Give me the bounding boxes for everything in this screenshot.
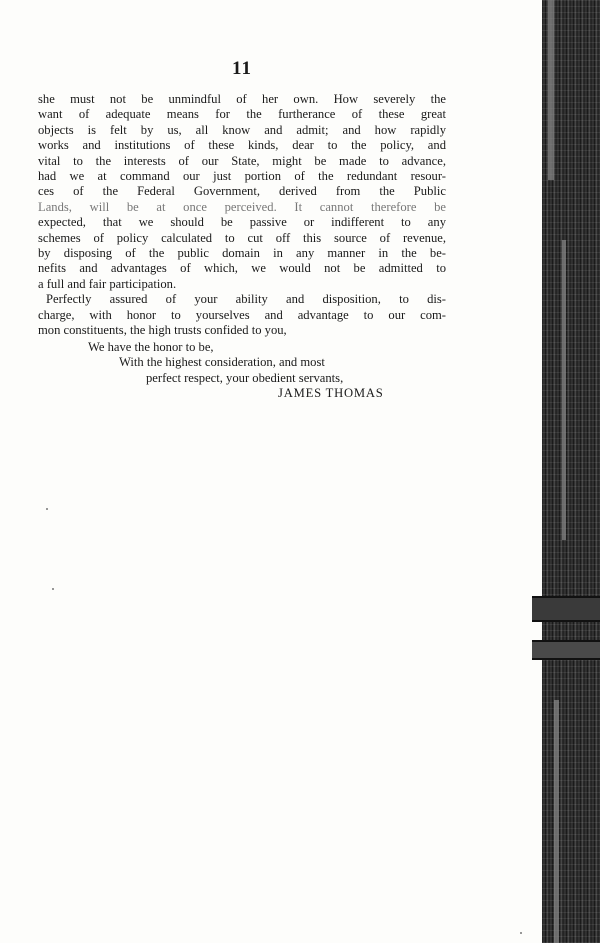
body-line: objects is felt by us, all know and admit; and how rapidly	[38, 122, 446, 137]
book-binding-edge	[542, 0, 600, 943]
binding-band	[532, 596, 600, 622]
body-line: nefits and advantages of which, we would not be admitted to	[38, 261, 446, 276]
binding-band	[532, 640, 600, 660]
closing-block	[38, 340, 458, 402]
ink-speck	[46, 508, 48, 510]
body-line: Lands, will be at once perceived. It cannot therefore be	[38, 199, 446, 214]
body-line: vital to the interests of our State, might be made to advance,	[38, 153, 446, 168]
body-line: ces of the Federal Government, derived from the Public	[38, 184, 446, 199]
binding-highlight	[554, 700, 559, 943]
ink-speck	[520, 932, 522, 934]
body-line: mon constituents, the high trusts confided to you,	[38, 323, 287, 338]
ink-speck	[52, 588, 54, 590]
page-number: 11	[232, 58, 252, 79]
body-line: had we at command our just portion of the redundant resour-	[38, 169, 446, 184]
binding-highlight	[562, 240, 566, 540]
closing-line: perfect respect, your obedient servants,	[146, 370, 344, 385]
body-line: charge, with honor to yourselves and advantage to our com-	[38, 307, 446, 322]
body-line: schemes of policy calculated to cut off this source of revenue,	[38, 230, 446, 245]
closing-line: With the highest consideration, and most	[119, 355, 325, 370]
body-line: a full and fair participation.	[38, 276, 177, 291]
body-line: want of adequate means for the furtherance of these great	[38, 107, 446, 122]
body-line: by disposing of the public domain in any manner in the be-	[38, 246, 446, 261]
body-line: works and institutions of these kinds, dear to the policy, and	[38, 138, 446, 153]
signature: JAMES THOMAS	[278, 386, 384, 401]
closing-line: We have the honor to be,	[88, 340, 214, 354]
body-text	[38, 92, 446, 339]
binding-highlight	[548, 0, 554, 180]
body-line: she must not be unmindful of her own. How severely the	[38, 92, 446, 106]
body-line: expected, that we should be passive or indifferent to any	[38, 215, 446, 230]
body-line: Perfectly assured of your ability and disposition, to dis-	[46, 292, 446, 307]
